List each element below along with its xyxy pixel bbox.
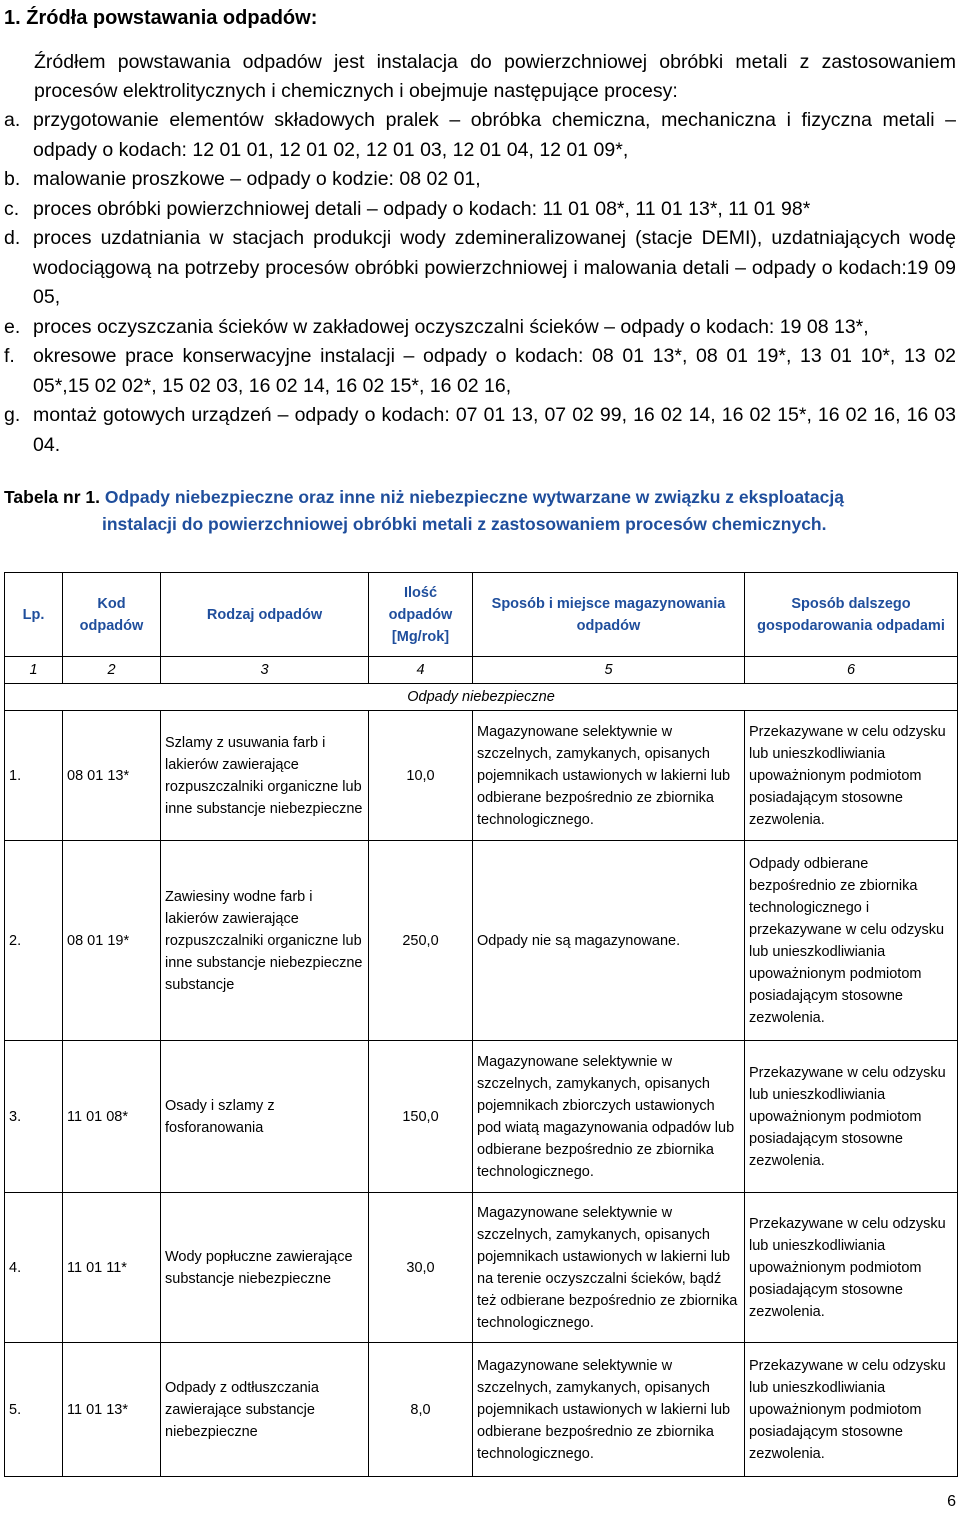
cell-magazyn: Odpady nie są magazynowane. [473,841,745,1041]
cell-rodzaj: Wody popłuczne zawierające substancje niebezpieczne [161,1193,369,1343]
cell-kod: 11 01 11* [63,1193,161,1343]
cell-magazyn: Magazynowane selektywnie w szczelnych, zamykanych, opisanych pojemnikach ustawionych w lakierni lub na terenie oczyszczalni ścieków, bądź też odbierane bezpośrednio ze zbiornika technologicznego. [473,1193,745,1343]
cell-rodzaj: Szlamy z usuwania farb i lakierów zawierające rozpuszczalniki organiczne lub inne substancje niebezpieczne [161,711,369,841]
cell-sposob: Przekazywane w celu odzysku lub unieszkodliwiania upoważnionym podmiotom posiadającym stosowne zezwolenia. [745,1041,958,1193]
list-item-text: malowanie proszkowe – odpady o kodzie: 08 02 01, [33,168,481,190]
column-number: 3 [161,657,369,684]
column-number: 1 [5,657,63,684]
cell-sposob: Przekazywane w celu odzysku lub unieszkodliwiania upoważnionym podmiotom posiadającym stosowne zezwolenia. [745,1343,958,1477]
list-item-text: przygotowanie elementów składowych pralek – obróbka chemiczna, mechaniczna i fizyczna metali – odpady o kodach: 12 01 01, 12 01 02, 12 01 03, 12 01 04, 12 01 09*, [33,109,956,161]
list-item-text: proces obróbki powierzchniowej detali – odpady o kodach: 11 01 08*, 11 01 13*, 11 01 98* [33,197,811,220]
cell-kod: 11 01 13* [63,1343,161,1477]
list-item [4,165,956,195]
cell-rodzaj: Osady i szlamy z fosforanowania [161,1041,369,1193]
table-row [5,1193,958,1343]
cell-rodzaj: Odpady z odtłuszczania zawierające substancje niebezpieczne [161,1343,369,1477]
caption-title-line1: Odpady niebezpieczne oraz inne niż niebezpieczne wytwarzane w związku z eksploatacją [104,487,844,507]
cell-ilosc: 150,0 [369,1041,473,1193]
list-item-text: montaż gotowych urządzeń – odpady o kodach: 07 01 13, 07 02 99, 16 02 14, 16 02 15*, 16 02 16, 16 03 04. [33,404,956,456]
cell-sposob: Odpady odbierane bezpośrednio ze zbiornika technologicznego i przekazywane w celu odzysku lub unieszkodliwiania upoważnionym podmiotom posiadającym stosowne zezwolenia. [745,841,958,1041]
cell-magazyn: Magazynowane selektywnie w szczelnych, zamykanych, opisanych pojemnikach ustawionych w lakierni lub odbierane bezpośrednio ze zbiornika technologicznego. [473,711,745,841]
cell-kod: 08 01 13* [63,711,161,841]
process-list [4,106,956,460]
group-label: Odpady niebezpieczne [5,684,958,711]
group-row [5,684,958,711]
column-number-row [5,657,958,684]
cell-sposob: Przekazywane w celu odzysku lub unieszkodliwiania upoważnionym podmiotom posiadającym stosowne zezwolenia. [745,711,958,841]
page-number: 6 [947,1493,956,1510]
list-marker: e. [4,315,21,338]
header-magazyn: Sposób i miejsce magazynowania odpadów [473,573,745,657]
caption-title-line2: instalacji do powierzchniowej obróbki metali z zastosowaniem procesów chemicznych. [102,514,827,534]
list-item [4,401,956,460]
cell-ilosc: 8,0 [369,1343,473,1477]
cell-ilosc: 10,0 [369,711,473,841]
table-header-row [5,573,958,657]
cell-kod: 11 01 08* [63,1041,161,1193]
cell-ilosc: 250,0 [369,841,473,1041]
cell-sposob: Przekazywane w celu odzysku lub unieszkodliwiania upoważnionym podmiotom posiadającym stosowne zezwolenia. [745,1193,958,1343]
cell-lp: 3. [5,1041,63,1193]
list-item-text: proces oczyszczania ścieków w zakładowej oczyszczalni ścieków – odpady o kodach: 19 08 13*, [33,315,869,338]
column-number: 5 [473,657,745,684]
list-marker: a. [4,109,21,131]
header-rodzaj: Rodzaj odpadów [161,573,369,657]
header-lp: Lp. [5,573,63,657]
cell-rodzaj: Zawiesiny wodne farb i lakierów zawierające rozpuszczalniki organiczne lub inne substancje niebezpieczne substancje [161,841,369,1041]
column-number: 2 [63,657,161,684]
intro-text: Źródłem powstawania odpadów jest instalacja do powierzchniowej obróbki metali z zastosowaniem procesów elektrolitycznych i chemicznych i obejmuje następujące procesy: [34,51,956,102]
caption-label: Tabela nr 1. [4,487,100,507]
list-item [4,342,956,401]
cell-magazyn: Magazynowane selektywnie w szczelnych, zamykanych, opisanych pojemnikach zbiorczych ustawionych pod wiatą magazynowania odpadów lub odbierane bezpośrednio ze zbiornika technologicznego. [473,1041,745,1193]
list-item-text: okresowe prace konserwacyjne instalacji – odpady o kodach: 08 01 13*, 08 01 19*, 13 01 10*, 13 02 05*,15 02 02*, 15 02 03, 16 02 14, 16 02 15*, 16 02 16, [33,345,956,397]
cell-kod: 08 01 19* [63,841,161,1041]
table-row [5,711,958,841]
table-caption [4,484,956,538]
cell-lp: 4. [5,1193,63,1343]
column-number: 6 [745,657,958,684]
cell-magazyn: Magazynowane selektywnie w szczelnych, zamykanych, opisanych pojemnikach ustawionych w lakierni lub odbierane bezpośrednio ze zbiornika technologicznego. [473,1343,745,1477]
section-title: 1. Źródła powstawania odpadów: [4,7,318,29]
list-item [4,224,956,313]
header-kod: Kod odpadów [63,573,161,657]
cell-lp: 2. [5,841,63,1041]
intro-paragraph [34,48,956,106]
list-item [4,313,956,343]
cell-lp: 5. [5,1343,63,1477]
list-item [4,106,956,165]
list-marker: f. [4,345,15,367]
list-item-text: proces uzdatniania w stacjach produkcji wody zdemineralizowanej (stacje DEMI), uzdatniających wodę wodociągową na potrzeby procesów obróbki powierzchniowej i malowania detali – odpady o kodach:19 09 05, [33,227,956,308]
cell-ilosc: 30,0 [369,1193,473,1343]
list-marker: d. [4,227,21,249]
list-marker: c. [4,197,20,220]
table-row [5,841,958,1041]
header-sposob: Sposób dalszego gospodarowania odpadami [745,573,958,657]
table-row [5,1343,958,1477]
cell-lp: 1. [5,711,63,841]
column-number: 4 [369,657,473,684]
list-marker: g. [4,404,21,426]
table-row [5,1041,958,1193]
header-ilosc: Ilość odpadów [Mg/rok] [369,573,473,657]
list-marker: b. [4,168,21,190]
list-item [4,195,956,225]
waste-table [4,572,958,1477]
